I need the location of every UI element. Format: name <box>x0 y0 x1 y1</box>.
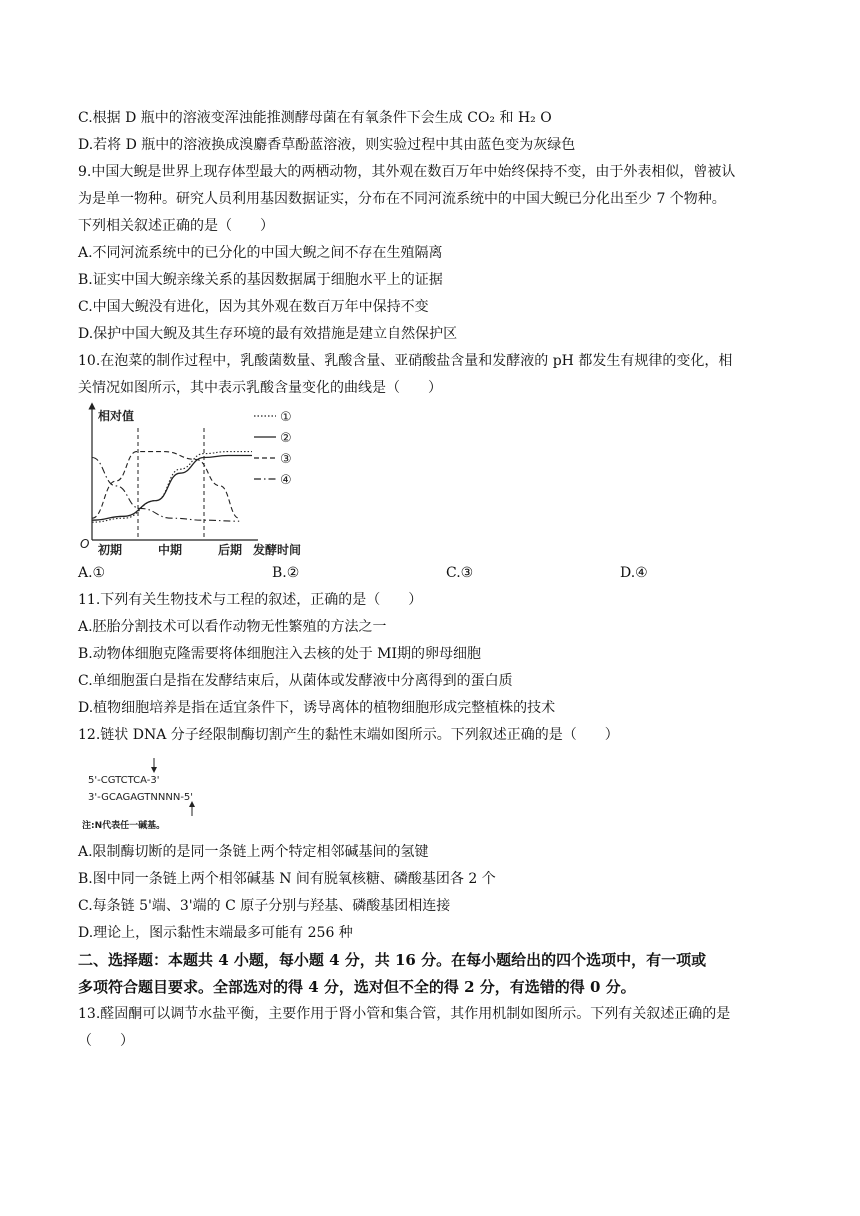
q9-stem-line1: 9.中国大鲵是世界上现存体型最大的两栖动物，其外观在数百万年中始终保持不变，由于外表相似，曾被认 <box>78 164 736 180</box>
legend <box>254 410 292 488</box>
series-line-1 <box>92 452 252 523</box>
q12-option-d: D.理论上，图示黏性末端最多可能有 256 种 <box>78 925 353 941</box>
q8-option-c: C.根据 D 瓶中的溶液变浑浊能推测酵母菌在有氧条件下会生成 CO₂ 和 H₂ O <box>78 110 552 126</box>
q13-stem-line1: 13.醛固酮可以调节水盐平衡，主要作用于肾小管和集合管，其作用机制如图所示。下列有关叙述正确的是 <box>78 1006 731 1022</box>
series-line-3 <box>92 452 239 519</box>
legend-label-4: ④ <box>280 473 292 488</box>
q10-option-a: A.① <box>78 565 106 581</box>
q11-option-a: A.胚胎分割技术可以看作动物无性繁殖的方法之一 <box>78 619 387 635</box>
stage-label-early: 初期 <box>98 543 123 557</box>
q9-stem-line3: 下列相关叙述正确的是（ ） <box>78 218 274 234</box>
fermentation-chart <box>78 402 318 558</box>
cut-arrow-top-icon <box>151 767 157 773</box>
x-axis-label: 发酵时间 <box>253 543 302 557</box>
q9-option-d: D.保护中国大鲵及其生存环境的最有效措施是建立自然保护区 <box>78 326 458 342</box>
dna-strand-top: 5'-CGTCTCA-3' <box>88 775 160 786</box>
q12-option-a: A.限制酶切断的是同一条链上两个特定相邻碱基间的氢键 <box>78 844 429 860</box>
section2-heading-line2: 多项符合题目要求。全部选对的得 4 分，选对但不全的得 2 分，有选错的得 0 分。 <box>78 978 636 996</box>
dna-sticky-end-figure <box>82 756 212 832</box>
q13-stem-line2: （ ） <box>78 1033 134 1049</box>
q9-stem-line2: 为是单一物种。研究人员利用基因数据证实，分布在不同河流系统中的中国大鲵已分化出至少 7 个物种。 <box>78 191 726 207</box>
q12-option-c: C.每条链 5'端、3'端的 C 原子分别与羟基、磷酸基团相连接 <box>78 898 451 914</box>
q11-option-d: D.植物细胞培养是指在适宜条件下，诱导离体的植物细胞形成完整植株的技术 <box>78 700 556 716</box>
legend-label-2: ② <box>280 431 292 446</box>
dna-note: 注:N代表任一碱基。 <box>82 821 166 831</box>
section2-heading-line1: 二、选择题：本题共 4 小题，每小题 4 分，共 16 分。在每小题给出的四个选项中，有一项或 <box>78 951 707 969</box>
q11-stem: 11.下列有关生物技术与工程的叙述，正确的是（ ） <box>78 592 423 608</box>
q9-option-a: A.不同河流系统中的已分化的中国大鲵之间不存在生殖隔离 <box>78 245 443 261</box>
q10-option-c: C.③ <box>446 565 474 581</box>
q9-option-c: C.中国大鲵没有进化，因为其外观在数百万年中保持不变 <box>78 299 429 315</box>
q8-option-d: D.若将 D 瓶中的溶液换成溴麝香草酚蓝溶液，则实验过程中其由蓝色变为灰绿色 <box>78 137 576 153</box>
q11-option-b: B.动物体细胞克隆需要将体细胞注入去核的处于 MⅠ期的卵母细胞 <box>78 646 482 662</box>
q9-option-b: B.证实中国大鲵亲缘关系的基因数据属于细胞水平上的证据 <box>78 272 443 288</box>
stage-label-middle: 中期 <box>158 543 183 557</box>
series-line-2 <box>92 456 252 521</box>
series-line-4 <box>92 458 239 522</box>
legend-label-1: ① <box>280 410 292 425</box>
q10-stem-line2: 关情况如图所示，其中表示乳酸含量变化的曲线是（ ） <box>78 380 442 396</box>
stage-label-late: 后期 <box>218 543 243 557</box>
y-axis-label: 相对值 <box>98 409 135 423</box>
origin-label: O <box>80 537 90 551</box>
q10-stem-line1: 10.在泡菜的制作过程中，乳酸菌数量、乳酸含量、亚硝酸盐含量和发酵液的 pH 都发生有规律的变化，相 <box>78 353 733 369</box>
q10-option-b: B.② <box>272 565 300 581</box>
q12-stem: 12.链状 DNA 分子经限制酶切割产生的黏性末端如图所示。下列叙述正确的是（ ） <box>78 727 619 743</box>
q10-option-d: D.④ <box>620 565 648 581</box>
q12-option-b: B.图中同一条链上两个相邻碱基 N 间有脱氧核糖、磷酸基团各 2 个 <box>78 871 496 887</box>
dna-strand-bottom: 3'-GCAGAGTNNNN-5' <box>88 792 194 803</box>
legend-label-3: ③ <box>280 452 292 467</box>
q11-option-c: C.单细胞蛋白是指在发酵结束后，从菌体或发酵液中分离得到的蛋白质 <box>78 673 513 689</box>
series-layer <box>92 452 252 523</box>
